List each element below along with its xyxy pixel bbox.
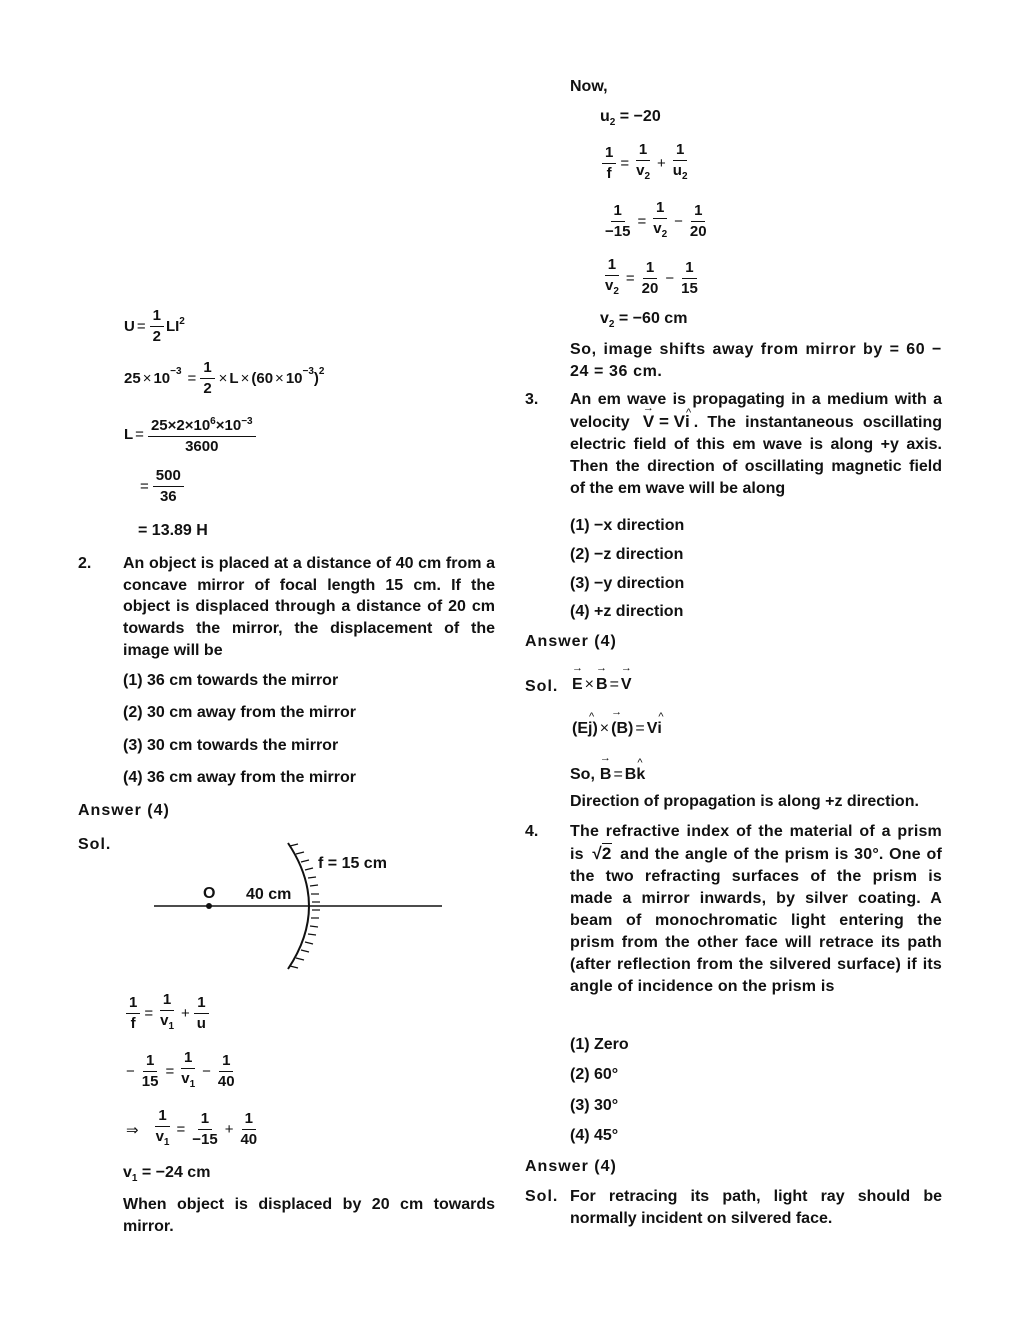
concave-mirror-diagram <box>150 838 450 978</box>
question-4-option-4: (4) 45° <box>570 1127 619 1144</box>
question-3-number: 3. <box>525 391 539 408</box>
image-shift-text: So, image shifts away from mirror by = 60 − 24 = 36 cm. <box>570 341 942 380</box>
question-2-option-2: (2) 30 cm away from the mirror <box>123 704 356 721</box>
question-3-sol-label: Sol. <box>525 678 559 695</box>
v2-result: $v_2 = -60$ cm <box>600 310 688 331</box>
question-4-solution-text: For retracing its path, light ray should be normally incident on silvered face. <box>570 1188 942 1227</box>
question-2-answer: Answer (4) <box>78 802 170 819</box>
question-4-answer: Answer (4) <box>525 1158 617 1175</box>
propagation-direction-text: Direction of propagation is along +z direction. <box>570 793 919 810</box>
mirror-equation: $\frac{1}{f}$ = $\frac{1}{v_1}$ + $\frac{1}{u}$ <box>124 990 211 1037</box>
question-4-text: The refractive index of the material of a prism is √2 and the angle of the prism is 30°. One of the two refracting surfaces of the prism is made a mirror inwards, by silver coating. A beam of monochromatic light entering the prism from the other face will retrace its path (after reflection from the silvered surface) if its angle of incidence on the prism is <box>570 823 942 995</box>
question-4-number: 4. <box>525 823 539 840</box>
object-distance-label: 40 cm <box>246 886 292 903</box>
question-3-text: An em wave is propagating in a medium with a velocity → V = V^ i . The instantaneous oscillating electric field of this em wave is along +y axis. Then the direction of oscillating magnetic field of the em wave will be along <box>570 389 942 500</box>
question-4-sol-label: Sol. <box>525 1188 559 1205</box>
inductance-result: = 13.89 H <box>138 522 208 539</box>
cross-product-substituted: (E ^ j ) × → (B) = V ^ i <box>572 720 662 738</box>
mirror-equation-substituted: − $\frac{1}{15}$ = $\frac{1}{v_1}$ − $\frac{1}{40}$ <box>126 1049 235 1090</box>
magnetic-field-result: So, → B = B ^ k <box>570 766 645 784</box>
question-3-option-2: (2) −z direction <box>570 546 684 563</box>
question-4-option-2: (2) 60° <box>570 1066 619 1083</box>
inductance-expression: L = $\frac{25\times 2\times 10^6\times 10^{-3}}{3600}$ <box>124 412 258 457</box>
question-3-option-1: (1) −x direction <box>570 517 685 534</box>
question-2-option-4: (4) 36 cm away from the mirror <box>123 769 356 786</box>
question-2-closing-text: When object is displaced by 20 cm towards mirror. <box>123 1196 495 1235</box>
question-4-option-3: (3) 30° <box>570 1097 619 1114</box>
cross-product-relation: → E × → B = → V <box>572 676 632 694</box>
v1-result: $v_1 = -24$ cm <box>123 1164 211 1185</box>
inductance-fraction: = $\frac{500}{36}$ <box>138 466 186 507</box>
question-2-number: 2. <box>78 555 92 572</box>
question-4-option-1: (1) Zero <box>570 1036 629 1053</box>
question-2-option-1: (1) 36 cm towards the mirror <box>123 672 339 689</box>
mirror-equation-2: $\frac{1}{f}$ = $\frac{1}{v_2}$ + $\frac{1}{u_2}$ <box>600 140 693 187</box>
question-2-sol-label: Sol. <box>78 836 112 853</box>
energy-formula: U = $\frac{1}{2}$ LI $^2$ <box>124 307 185 345</box>
mirror-equation-2-substituted: $\frac{1}{-15}$ = $\frac{1}{v_2}$ − $\frac{1}{20}$ <box>605 199 707 240</box>
question-3-option-3: (3) −y direction <box>570 575 685 592</box>
now-label: Now, <box>570 78 608 95</box>
mirror-equation-solved: ⇒ $\frac{1}{v_1}$ = $\frac{1}{-15}$ + $\frac{1}{40}$ <box>126 1107 258 1148</box>
question-2-option-3: (3) 30 cm towards the mirror <box>123 737 339 754</box>
mirror-equation-2-solved: $\frac{1}{v_2}$ = $\frac{1}{20}$ − $\frac{1}{15}$ <box>605 256 698 297</box>
question-3-option-4: (4) +z direction <box>570 603 684 620</box>
energy-substitution: 25 × 10 $^{-3}$ = $\frac{1}{2}$ × L × (60 × 10 $^{-3}$ ) $^2$ <box>124 359 325 397</box>
question-2-text: An object is placed at a distance of 40 cm from a concave mirror of focal length 15 cm. If the object is displaced through a distance of 20 cm towards the mirror, the displacement of the image will be <box>123 555 495 659</box>
question-3-answer: Answer (4) <box>525 633 617 650</box>
focal-length-label: f = 15 cm <box>318 855 387 872</box>
u2-value: $u_2 = -20$ <box>600 108 661 129</box>
object-label: O <box>203 885 216 902</box>
